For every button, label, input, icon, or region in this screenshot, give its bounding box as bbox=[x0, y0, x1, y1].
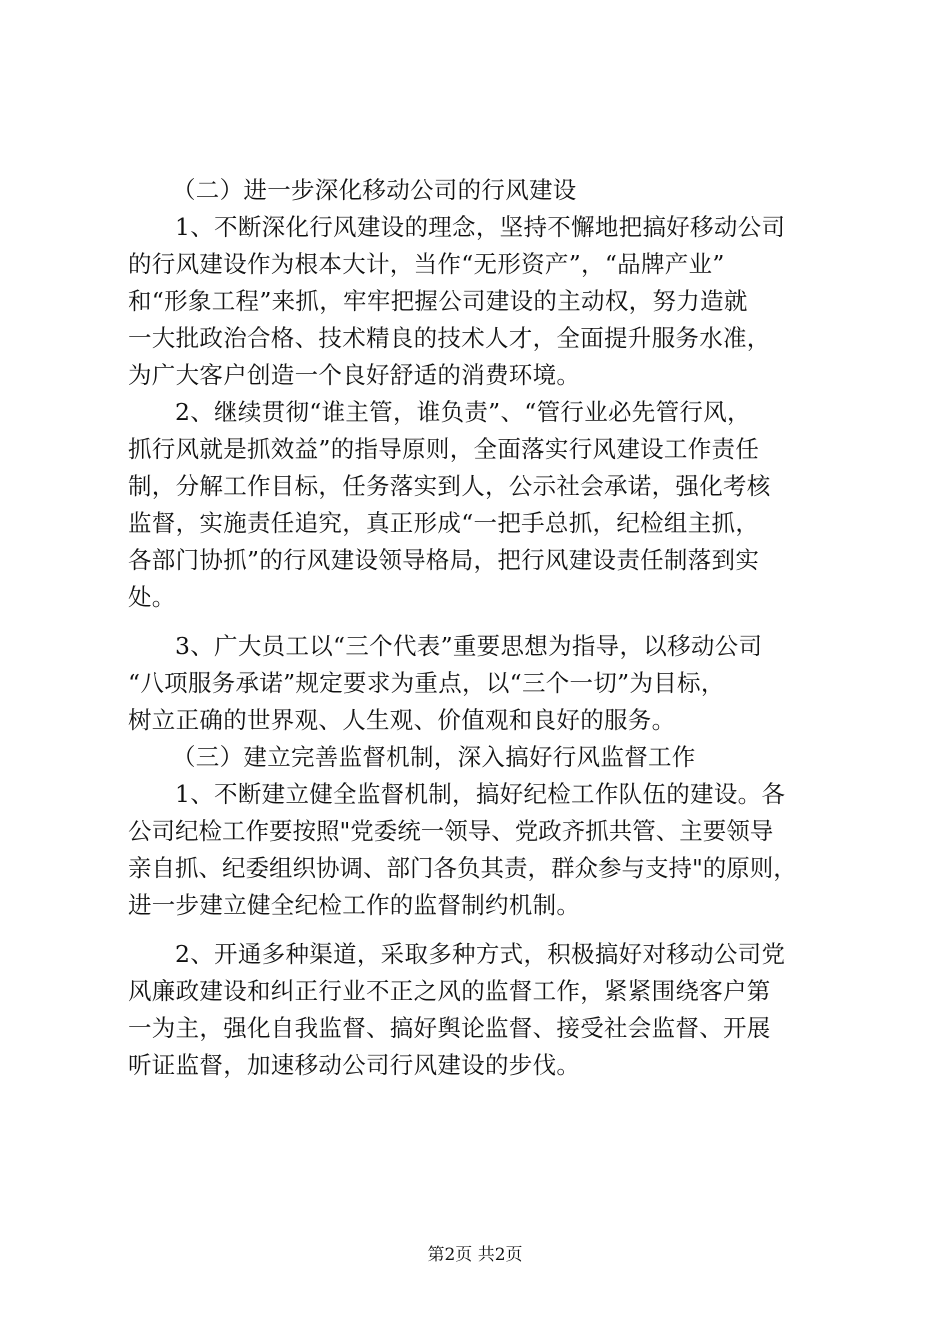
section-heading-3: （三）建立完善监督机制，深入搞好行风监督工作 bbox=[172, 743, 696, 771]
paragraph-line: 一大批政治合格、技术精良的技术人才，全面提升服务水准， bbox=[128, 324, 771, 352]
document-body bbox=[128, 172, 828, 1084]
paragraph-line: 3、广大员工以“三个代表”重要思想为指导，以移动公司 bbox=[175, 632, 763, 660]
paragraph-line: 2、开通多种渠道，采取多种方式，积极搞好对移动公司党 bbox=[175, 940, 786, 968]
paragraph-line: 处。 bbox=[128, 583, 176, 611]
paragraph-line: 抓行风就是抓效益”的指导原则，全面落实行风建设工作责任 bbox=[128, 435, 760, 463]
section-heading-2: （二）进一步深化移动公司的行风建设 bbox=[172, 176, 577, 204]
paragraph-line: 一为主，强化自我监督、搞好舆论监督、接受社会监督、开展 bbox=[128, 1014, 771, 1042]
paragraph-line: 听证监督，加速移动公司行风建设的步伐。 bbox=[128, 1051, 581, 1079]
paragraph-line: 的行风建设作为根本大计，当作“无形资产”，“品牌产业” bbox=[128, 250, 725, 278]
paragraph-line: 1、不断深化行风建设的理念，坚持不懈地把搞好移动公司 bbox=[175, 213, 786, 241]
paragraph-line: 各部门协抓”的行风建设领导格局，把行风建设责任制落到实 bbox=[128, 546, 760, 574]
page-number-footer: 第2页 共2页 bbox=[427, 1245, 523, 1265]
paragraph-line: “八项服务承诺”规定要求为重点，以“三个一切”为目标， bbox=[128, 669, 725, 697]
paragraph-line: 树立正确的世界观、人生观、价值观和良好的服务。 bbox=[128, 706, 676, 734]
paragraph-line: 进一步建立健全纪检工作的监督制约机制。 bbox=[128, 891, 581, 919]
paragraph-line: 为广大客户创造一个良好舒适的消费环境。 bbox=[128, 361, 581, 389]
paragraph-line: 监督，实施责任追究，真正形成“一把手总抓，纪检组主抓， bbox=[128, 509, 760, 537]
paragraph-line: 和“形象工程”来抓，牢牢把握公司建设的主动权，努力造就 bbox=[128, 287, 748, 315]
paragraph-line: 公司纪检工作要按照"党委统一领导、党政齐抓共管、主要领导 bbox=[128, 817, 774, 845]
paragraph-line: 1、不断建立健全监督机制，搞好纪检工作队伍的建设。各 bbox=[175, 780, 786, 808]
paragraph-line: 亲自抓、纪委组织协调、部门各负其责，群众参与支持"的原则， bbox=[128, 854, 797, 882]
paragraph-line: 制，分解工作目标，任务落实到人，公示社会承诺，强化考核 bbox=[128, 472, 771, 500]
paragraph-line: 风廉政建设和纠正行业不正之风的监督工作，紧紧围绕客户第 bbox=[128, 977, 771, 1005]
paragraph-line: 2、继续贯彻“谁主管，谁负责”、“管行业必先管行风， bbox=[175, 398, 751, 426]
